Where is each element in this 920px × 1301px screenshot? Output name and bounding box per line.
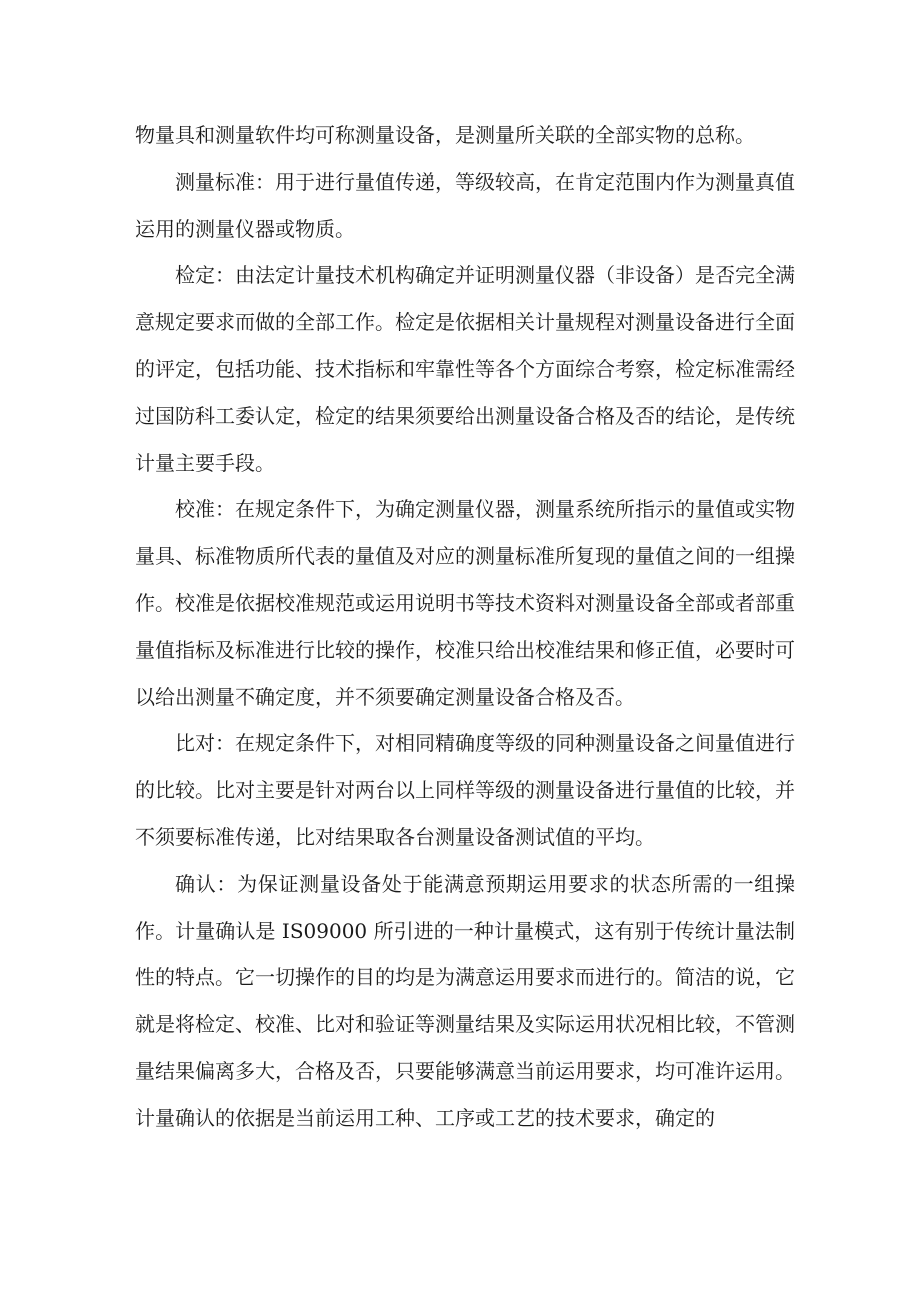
paragraph-measurement-standard: 测量标准：用于进行量值传递，等级较高，在肯定范围内作为测量真值运用的测量仪器或物质。 — [135, 169, 795, 241]
paragraph-measuring-equipment-continued: 物量具和测量软件均可称测量设备，是测量所关联的全部实物的总称。 — [135, 123, 755, 147]
paragraph-confirmation: 确认：为保证测量设备处于能满意预期运用要求的状态所需的一组操作。计量确认是 IS09000 所引进的一种计量模式，这有别于传统计量法制性的特点。它一切操作的目的均是为满意运用要求而进行的。简洁的说，它就是将检定、校准、比对和验证等测量结果及实际运用状况相比较，不管测量结果偏离多大，合格及否，只要能够满意当前运用要求，均可准许运用。计量确认的依据是当前运用工种、工序或工艺的技术要求，确定的 — [135, 871, 795, 1130]
paragraph-comparison: 比对：在规定条件下，对相同精确度等级的同种测量设备之间量值进行的比较。比对主要是针对两台以上同样等级的测量设备进行量值的比较，并不须要标准传递，比对结果取各台测量设备测试值的平均。 — [135, 731, 795, 849]
document-body — [135, 112, 795, 1142]
paragraph-calibration: 校准：在规定条件下，为确定测量仪器，测量系统所指示的量值或实物量具、标准物质所代表的量值及对应的测量标准所复现的量值之间的一组操作。校准是依据校准规范或运用说明书等技术资料对测量设备全部或者部重量值指标及标准进行比较的操作，校准只给出校准结果和修正值，必要时可以给出测量不确定度，并不须要确定测量设备合格及否。 — [135, 497, 795, 709]
paragraph-verification: 检定：由法定计量技术机构确定并证明测量仪器（非设备）是否完全满意规定要求而做的全部工作。检定是依据相关计量规程对测量设备进行全面的评定，包括功能、技术指标和牢靠性等各个方面综合考察，检定标准需经过国防科工委认定，检定的结果须要给出测量设备合格及否的结论，是传统计量主要手段。 — [135, 263, 795, 475]
